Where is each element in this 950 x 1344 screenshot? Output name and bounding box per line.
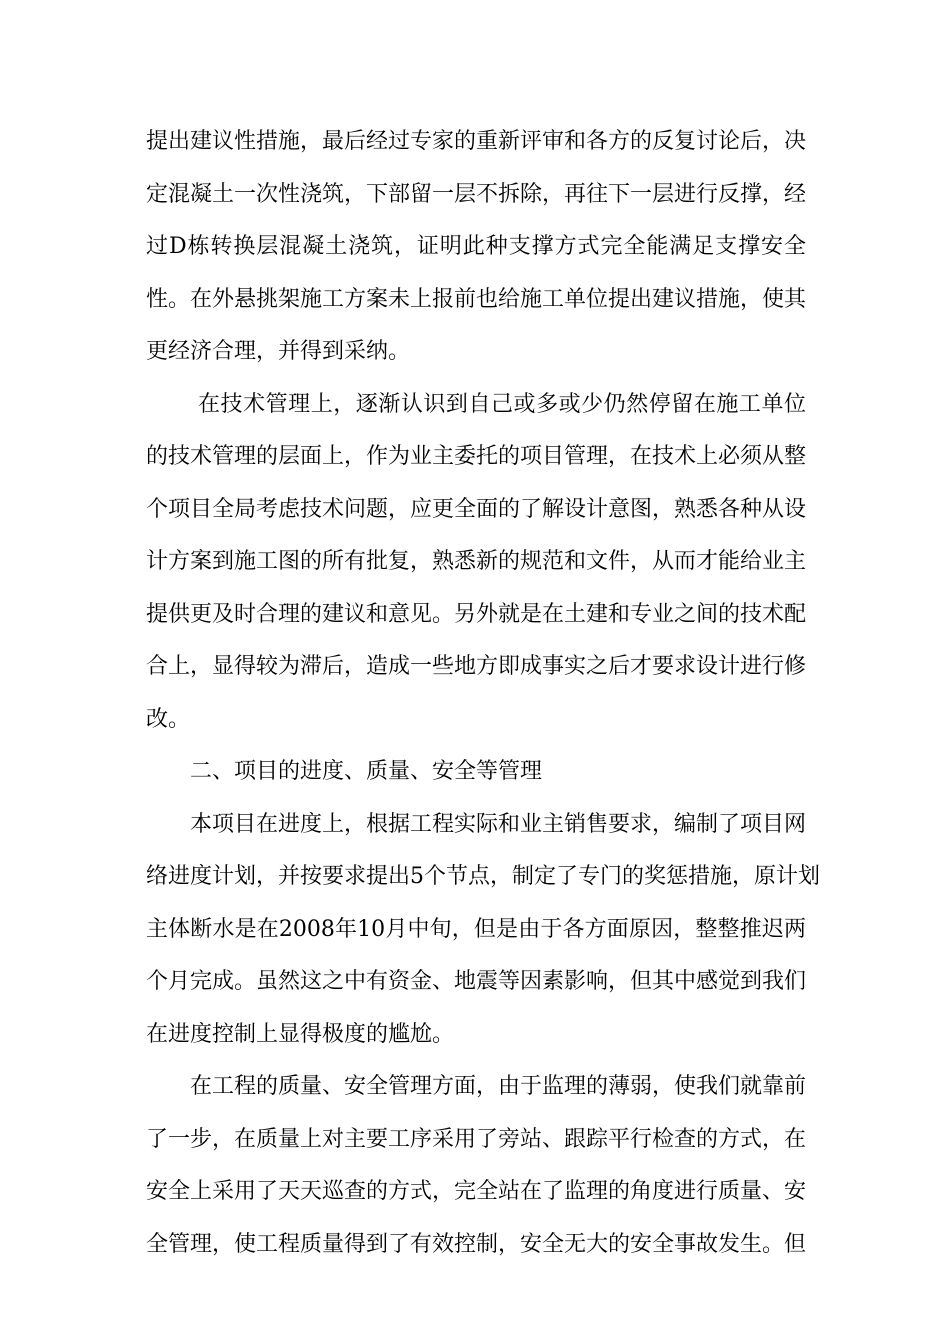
text-line: 定混凝土一次性浇筑，下部留一层不拆除，再往下一层进行反撑，经 [146,182,807,207]
text-line: 提出建议性措施，最后经过专家的重新评审和各方的反复讨论后，决 [146,129,807,154]
text-line: 了一步，在质量上对主要工序采用了旁站、跟踪平行检查的方式，在 [146,1127,807,1152]
text-line: 的技术管理的层面上，作为业主委托的项目管理，在技术上必须从整 [146,444,807,469]
text-line: 合上，显得较为滞后，造成一些地方即成事实之后才要求设计进行修 [146,654,807,679]
text-line: 更经济合理，并得到采纳。 [146,339,411,364]
text-line: 性。在外悬挑架施工方案未上报前也给施工单位提出建议措施，使其 [146,287,807,312]
text-line: 个项目全局考虑技术问题，应更全面的了解设计意图，熟悉各种从设 [146,497,807,522]
text-line: 在技术管理上，逐渐认识到自己或多或少仍然停留在施工单位 [198,392,806,417]
text-line: 在进度控制上显得极度的尴尬。 [146,1022,455,1047]
text-line: 个月完成。虽然这之中有资金、地震等因素影响，但其中感觉到我们 [146,969,807,994]
section-heading-text: 二、项目的进度、质量、安全等管理 [190,759,543,784]
text-line: 提供更及时合理的建议和意见。另外就是在土建和专业之间的技术配 [146,602,807,627]
text-line: 络进度计划，并按要求提出5个节点，制定了专门的奖惩措施，原计划 [146,864,820,889]
text-line: 主体断水是在2008年10月中旬，但是由于各方面原因，整整推迟两 [146,917,806,942]
text-line: 改。 [146,707,191,732]
text-line: 本项目在进度上，根据工程实际和业主销售要求，编制了项目网 [190,812,807,837]
text-line: 计方案到施工图的所有批复，熟悉新的规范和文件，从而才能给业主 [146,549,807,574]
text-line: 在工程的质量、安全管理方面，由于监理的薄弱，使我们就靠前 [190,1074,807,1099]
text-line: 全管理，使工程质量得到了有效控制，安全无大的安全事故发生。但 [146,1232,807,1257]
text-line: 过D栋转换层混凝土浇筑，证明此种支撑方式完全能满足支撑安全 [146,234,806,259]
text-line: 安全上采用了天天巡查的方式，完全站在了监理的角度进行质量、安 [146,1179,807,1204]
